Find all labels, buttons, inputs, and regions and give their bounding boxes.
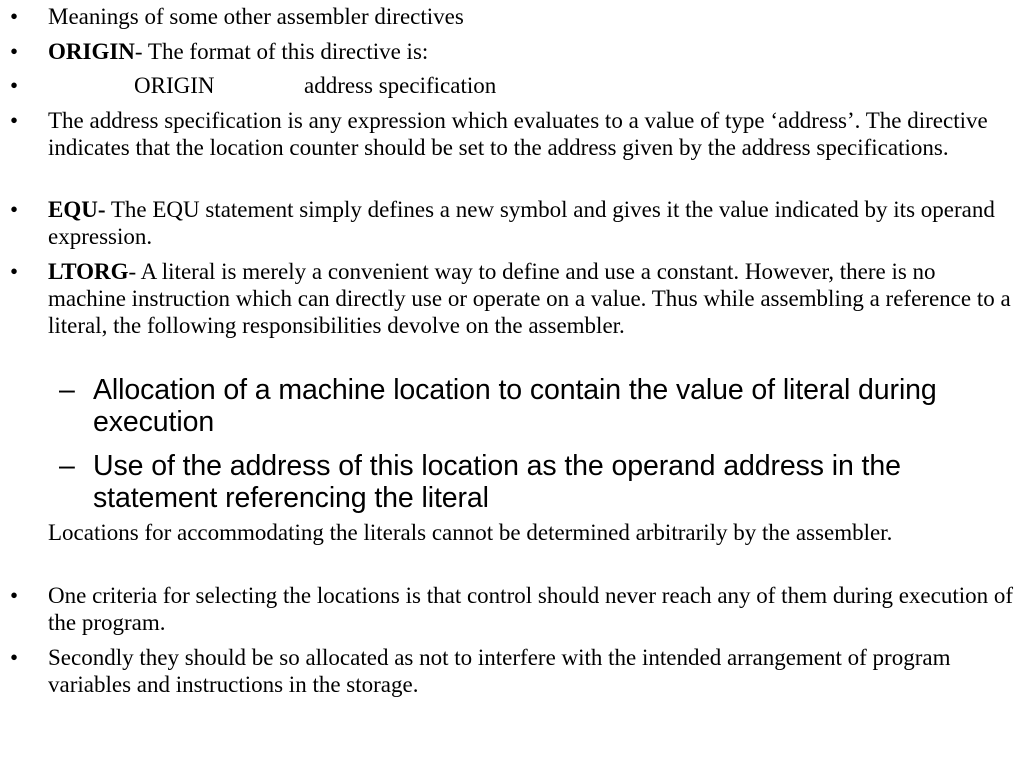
responsibility-text: Use of the address of this location as the operand address in the statement referencing the literal bbox=[93, 450, 901, 514]
bullet-ltorg bbox=[48, 258, 1016, 339]
responsibility-text: Allocation of a machine location to contain the value of literal during execution bbox=[93, 374, 937, 438]
criteria-1-text: One criteria for selecting the locations is that control should never reach any of them during execution of the program. bbox=[48, 583, 1014, 635]
origin-keyword: ORIGIN bbox=[48, 39, 135, 64]
criteria-2-text: Secondly they should be so allocated as not to interfere with the intended arrangement of program variables and instructions in the storage. bbox=[48, 645, 951, 697]
responsibility-item bbox=[93, 450, 1018, 514]
equ-text: The EQU statement simply defines a new symbol and gives it the value indicated by its operand expression. bbox=[48, 197, 995, 249]
origin-format-operand: address specification bbox=[304, 73, 497, 98]
bullet-origin-description bbox=[48, 107, 1016, 161]
origin-description: The address specification is any expression which evaluates to a value of type ‘address’. The directive indicates that the location counter should be set to the address given by the address specifications. bbox=[48, 108, 988, 160]
locations-note bbox=[48, 519, 1016, 546]
responsibility-item bbox=[93, 374, 1018, 438]
bullet-origin-format bbox=[48, 72, 1016, 99]
ltorg-text: - A literal is merely a convenient way to define and use a constant. However, there is no machine instruction which can directly use or operate on a value. Thus while assembling a reference to a literal, the following responsibilities devolve on the assembler. bbox=[48, 259, 1011, 338]
locations-note-text: Locations for accommodating the literals cannot be determined arbitrarily by the assembler. bbox=[48, 520, 893, 545]
intro-text: Meanings of some other assembler directives bbox=[48, 4, 464, 29]
bullet-origin bbox=[48, 38, 1016, 65]
origin-format-keyword: • ORIGIN bbox=[134, 73, 215, 98]
bullet-intro bbox=[48, 3, 1016, 30]
bullet-criteria-1 bbox=[48, 582, 1016, 636]
bullet-criteria-2 bbox=[48, 644, 1016, 698]
origin-text: - The format of this directive is: bbox=[134, 39, 429, 64]
equ-keyword: EQU- bbox=[48, 197, 106, 222]
ltorg-keyword: LTORG bbox=[48, 259, 129, 284]
bullet-equ bbox=[48, 196, 1016, 250]
